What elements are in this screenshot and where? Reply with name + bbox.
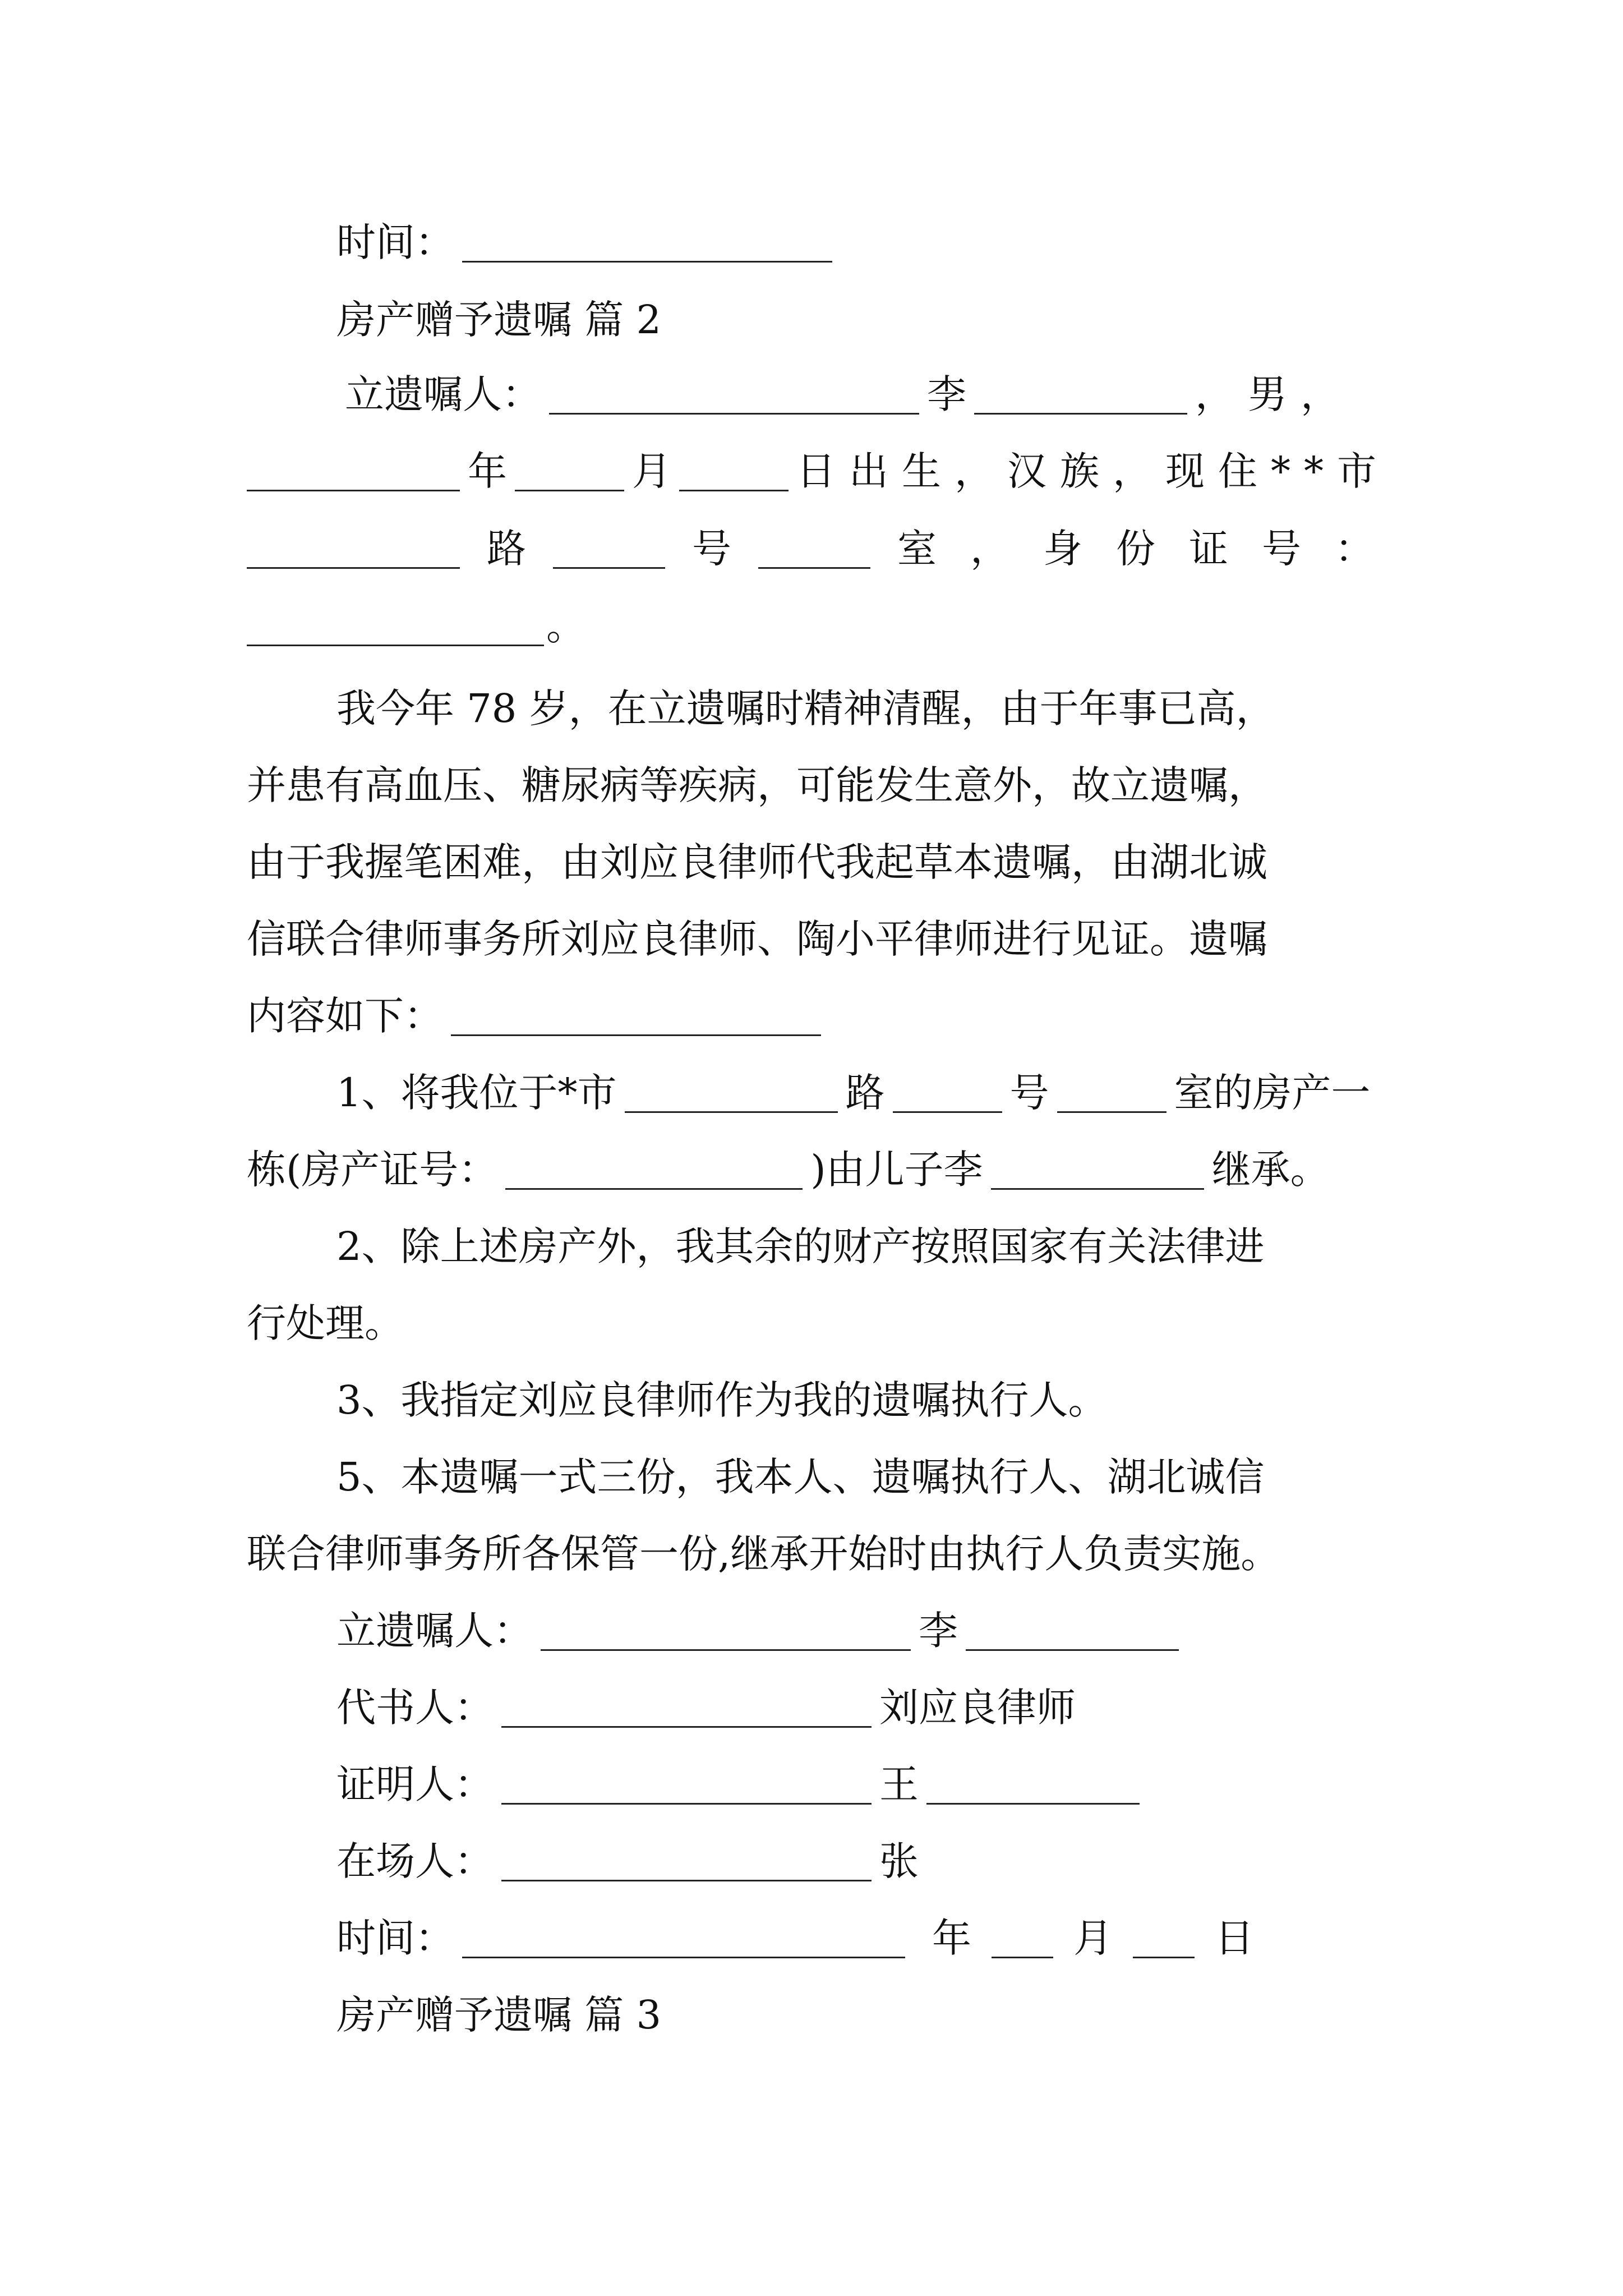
month-blank (515, 452, 624, 491)
year-label: 年 (468, 448, 507, 494)
id-end-punct: 。 (546, 603, 585, 649)
signature-label: 证明人： (336, 1761, 494, 1807)
year-label: 年 (932, 1915, 971, 1961)
paragraph-text: 我今年 78 岁，在立遗嘱时精神清醒，由于年事已高， (336, 685, 1275, 731)
testator-surname: 李 (927, 371, 966, 417)
content-blank (451, 996, 821, 1036)
time-blank (462, 1918, 905, 1958)
item-1-start: 1、将我位于*市 (336, 1070, 617, 1116)
heading-text: 房产赠予遗嘱 篇 2 (336, 297, 662, 343)
room-blank (758, 529, 870, 569)
signature-witness (336, 1756, 1147, 1812)
signature-name: 李 (919, 1608, 958, 1654)
signature-name-blank (966, 1611, 1179, 1651)
paragraph-line (247, 911, 1267, 967)
time-blank (462, 223, 832, 263)
signature-blank (501, 1765, 872, 1805)
paragraph-line (247, 988, 829, 1044)
item-1-number: 号 (1009, 1070, 1049, 1116)
signature-label: 立遗嘱人： (336, 1608, 533, 1654)
item-1-cert-label: 栋(房产证号： (247, 1147, 498, 1193)
paragraph-text: 由于我握笔困难，由刘应良律师代我起草本遗嘱，由湖北诚 (247, 839, 1267, 885)
signature-name: 刘应良律师 (879, 1685, 1076, 1731)
road-blank (247, 529, 460, 569)
item-1-road: 路 (845, 1070, 885, 1116)
number-label: 号 (692, 526, 731, 572)
testator-line (345, 366, 1353, 422)
month-label: 月 (632, 448, 671, 494)
signature-blank (501, 1688, 872, 1728)
item-1-road-blank (625, 1073, 838, 1113)
item-2-text: 行处理。 (247, 1300, 404, 1346)
signature-blank (541, 1611, 911, 1651)
signature-writer (336, 1680, 1076, 1736)
paragraph-text: 并患有高血压、糖尿病等疾病，可能发生意外，故立遗嘱， (247, 762, 1267, 808)
heading-part-2 (336, 292, 661, 348)
item-2-text: 2、除上述房产外，我其余的财产按照国家有关法律进 (336, 1223, 1265, 1269)
signature-name: 王 (879, 1761, 919, 1807)
given-name-blank (974, 375, 1187, 415)
id-number-blank (247, 606, 544, 646)
testator-label: 立遗嘱人： (345, 371, 541, 417)
birth-line (247, 443, 1390, 499)
day-label: 日 (1215, 1915, 1254, 1961)
paragraph-line (247, 834, 1267, 890)
time-line-top (336, 214, 840, 270)
signature-testator (336, 1603, 1187, 1659)
day-blank (1133, 1918, 1195, 1958)
birth-residence-text: 日出生，汉族，现住**市 (796, 448, 1390, 494)
item-2-line-1 (336, 1218, 1265, 1274)
paragraph-text: 内容如下： (247, 993, 443, 1039)
testator-blank (549, 375, 919, 415)
item-1-line-1 (336, 1065, 1371, 1121)
paragraph-line (247, 757, 1267, 813)
item-1-room: 室的房产一 (1174, 1070, 1371, 1116)
paragraph-text: 信联合律师事务所刘应良律师、陶小平律师进行见证。遗嘱 (247, 916, 1267, 962)
item-5-line-2 (247, 1526, 1280, 1582)
testator-tail: ，男， (1195, 371, 1353, 417)
road-label: 路 (487, 526, 526, 572)
id-label: 身份证号： (1043, 526, 1408, 572)
item-3-line (336, 1372, 1108, 1428)
room-label: 室， (897, 526, 1043, 572)
paragraph-line (336, 680, 1275, 737)
item-5-line-1 (336, 1449, 1265, 1505)
signature-label: 代书人： (336, 1685, 494, 1731)
day-blank (679, 452, 789, 491)
id-number-line (247, 598, 585, 654)
heading-text: 房产赠予遗嘱 篇 3 (336, 1992, 662, 2038)
item-1-room-blank (1057, 1073, 1166, 1113)
item-5-text: 联合律师事务所各保管一份,继承开始时由执行人负责实施。 (247, 1531, 1280, 1577)
item-1-end: 继承。 (1211, 1147, 1330, 1193)
item-1-heir: )由儿子李 (810, 1147, 983, 1193)
signature-present (336, 1833, 919, 1889)
cert-number-blank (505, 1150, 803, 1190)
item-1-line-2 (247, 1142, 1330, 1198)
time-label: 时间： (336, 1915, 454, 1961)
signature-blank (501, 1842, 872, 1881)
item-5-text: 5、本遗嘱一式三份，我本人、遗嘱执行人、湖北诚信 (336, 1454, 1265, 1500)
signature-time (336, 1910, 1254, 1966)
heir-name-blank (991, 1150, 1204, 1190)
signature-name: 张 (879, 1838, 919, 1884)
time-label: 时间： (336, 219, 454, 265)
month-label: 月 (1073, 1915, 1113, 1961)
item-3-text: 3、我指定刘应良律师作为我的遗嘱执行人。 (336, 1377, 1108, 1423)
heading-part-3 (336, 1987, 661, 2043)
number-blank (553, 529, 665, 569)
year-blank (247, 452, 460, 491)
signature-label: 在场人： (336, 1838, 494, 1884)
signature-name-blank (926, 1765, 1140, 1805)
address-line (247, 521, 1408, 577)
item-2-line-2 (247, 1295, 404, 1351)
month-blank (992, 1918, 1053, 1958)
item-1-number-blank (893, 1073, 1002, 1113)
